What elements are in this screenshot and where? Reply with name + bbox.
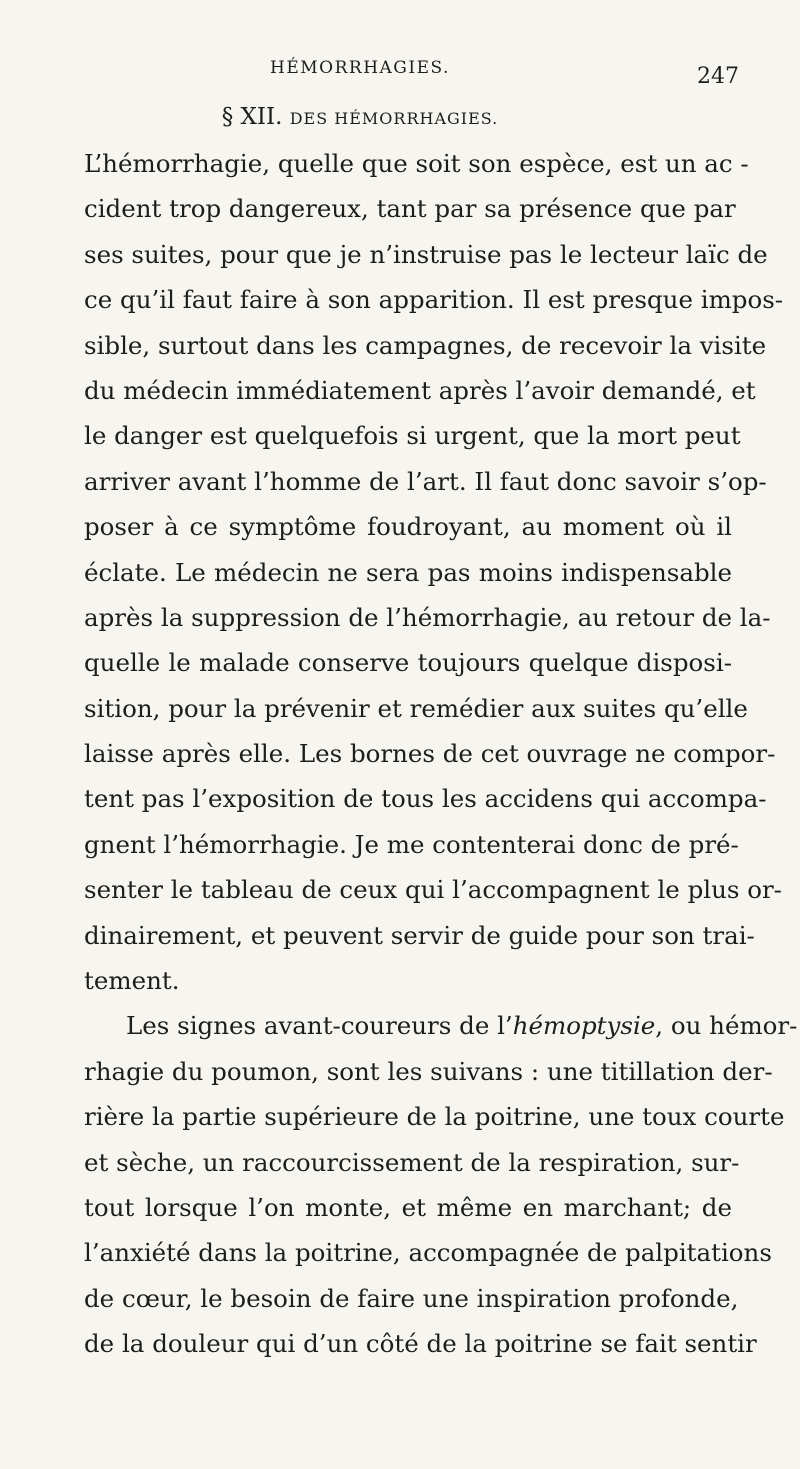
text-line: le danger est quelquefois si urgent, que la mort peut — [84, 421, 741, 451]
running-head — [0, 58, 800, 88]
text-line: arriver avant l’homme de l’art. Il faut donc savoir s’op- — [84, 466, 767, 496]
text-line: rière la partie supérieure de la poitrine, une toux courte — [84, 1102, 785, 1132]
text-line: poser à ce symptôme foudroyant, au moment où il — [84, 512, 732, 542]
text-line: laisse après elle. Les bornes de cet ouvrage ne compor- — [84, 739, 776, 769]
text-line: de la douleur qui d’un côté de la poitrine se fait sentir — [84, 1329, 757, 1359]
paragraph-1 — [84, 141, 784, 1003]
text-line: tout lorsque l’on monte, et même en marchant; de — [84, 1192, 732, 1222]
text-line: sible, surtout dans les campagnes, de recevoir la visite — [84, 330, 767, 360]
text-line: dinairement, et peuvent servir de guide pour son trai- — [84, 920, 755, 950]
text-line: ce qu’il faut faire à son apparition. Il est presque impos- — [84, 285, 784, 315]
paragraph-2 — [84, 1003, 798, 1366]
text-line: L’hémorrhagie, quelle que soit son espèce, est un ac - — [84, 149, 749, 178]
page-number: 247 — [697, 64, 739, 89]
text-line: ses suites, pour que je n’instruise pas le lecteur laïc de — [84, 239, 768, 269]
text-run: , ou hémor- — [655, 1011, 798, 1041]
italic-term: hémoptysie — [512, 1011, 656, 1041]
running-title: HÉMORRHAGIES. — [270, 58, 450, 78]
text-line: l’anxiété dans la poitrine, accompagnée de palpitations — [84, 1238, 772, 1268]
text-line: tement. — [84, 966, 180, 996]
section-sign: § — [221, 104, 234, 130]
text-line: sition, pour la prévenir et remédier aux suites qu’elle — [84, 693, 748, 723]
text-line: de cœur, le besoin de faire une inspiration profonde, — [84, 1283, 739, 1313]
text-line: du médecin immédiatement après l’avoir demandé, et — [84, 375, 756, 405]
text-line: éclate. Le médecin ne sera pas moins indispensable — [84, 557, 732, 587]
section-title-text: DES HÉMORRHAGIES. — [289, 109, 499, 128]
text-line: gnent l’hémorrhagie. Je me contenterai donc de pré- — [84, 829, 739, 859]
text-line: quelle le malade conserve toujours quelque disposi- — [84, 648, 732, 678]
section-heading — [0, 104, 720, 130]
body-text — [84, 141, 798, 1367]
text-line — [84, 1003, 798, 1048]
text-line: et sèche, un raccourcissement de la respiration, sur- — [84, 1147, 740, 1177]
text-line: rhagie du poumon, sont les suivans : une titillation der- — [84, 1056, 773, 1086]
text-line: cident trop dangereux, tant par sa présence que par — [84, 194, 736, 224]
text-line: senter le tableau de ceux qui l’accompagnent le plus or- — [84, 875, 782, 905]
text-line: tent pas l’exposition de tous les accidens qui accompa- — [84, 784, 767, 814]
text-run: Les signes avant-coureurs de l’ — [126, 1011, 513, 1041]
text-line: après la suppression de l’hémorrhagie, au retour de la- — [84, 602, 771, 632]
section-numeral: XII. — [240, 104, 283, 130]
